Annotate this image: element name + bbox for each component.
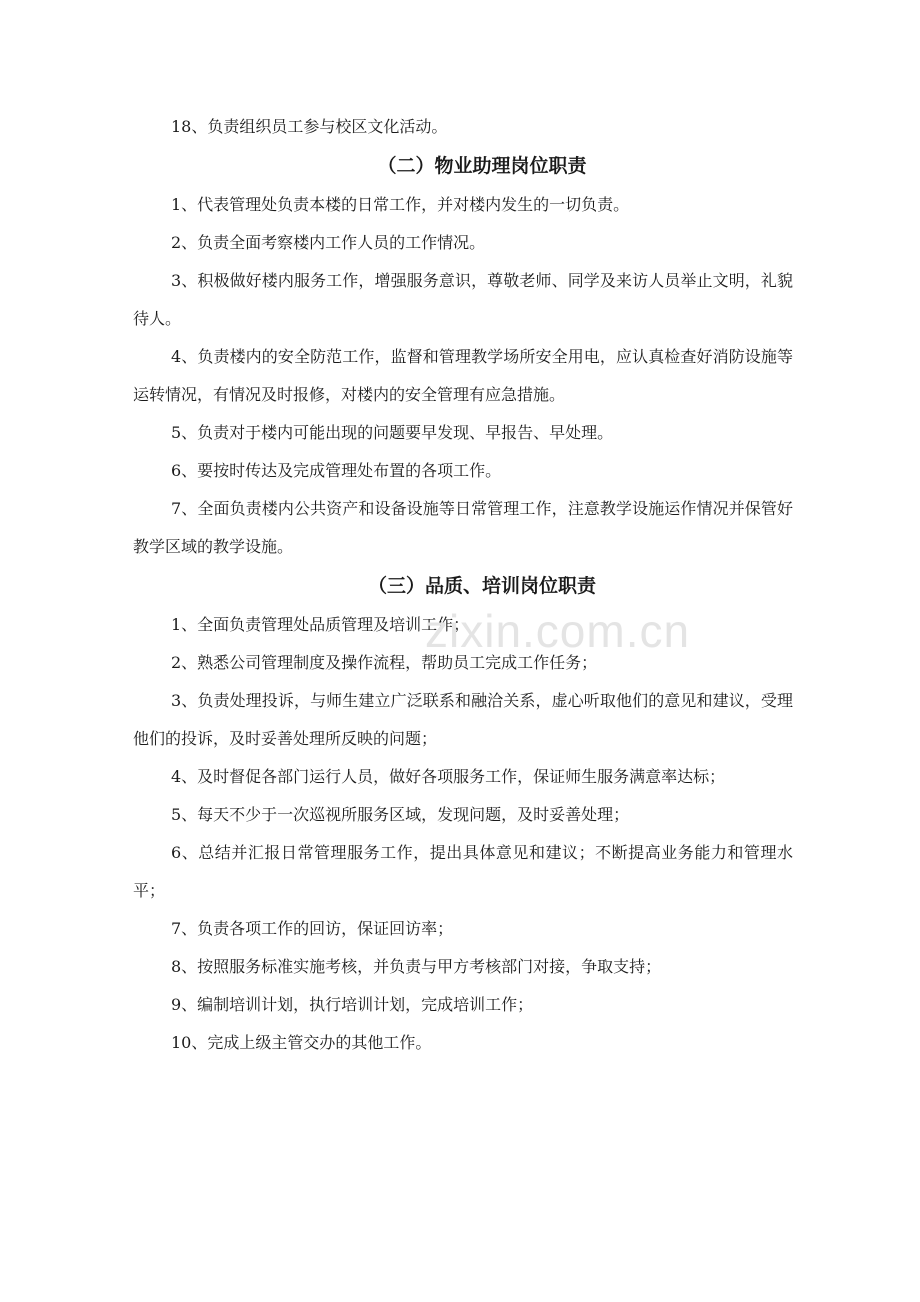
paragraph-3: 3、负责处理投诉，与师生建立广泛联系和融洽关系，虚心听取他们的意见和建议，受理他们的投诉，及时妥善处理所反映的问题；	[133, 691, 793, 748]
paragraph-3: 3、积极做好楼内服务工作，增强服务意识，尊敬老师、同学及来访人员举止文明，礼貌待人。	[133, 271, 793, 328]
paragraph-18: 18、负责组织员工参与校区文化活动。	[171, 117, 448, 136]
paragraph-4: 4、负责楼内的安全防范工作，监督和管理教学场所安全用电，应认真检查好消防设施等运转情况，有情况及时报修，对楼内的安全管理有应急措施。	[133, 347, 793, 404]
paragraph-1: 1、全面负责管理处品质管理及培训工作；	[171, 615, 470, 634]
paragraph-2: 2、负责全面考察楼内工作人员的工作情况。	[171, 233, 486, 252]
paragraph-5: 5、负责对于楼内可能出现的问题要早发现、早报告、早处理。	[171, 423, 614, 442]
paragraph-5: 5、每天不少于一次巡视所服务区域，发现问题，及时妥善处理；	[171, 805, 630, 824]
paragraph-2: 2、熟悉公司管理制度及操作流程，帮助员工完成工作任务；	[171, 653, 598, 672]
paragraph-10: 10、完成上级主管交办的其他工作。	[171, 1033, 432, 1052]
paragraph-1: 1、代表管理处负责本楼的日常工作，并对楼内发生的一切负责。	[171, 195, 630, 214]
paragraph-4: 4、及时督促各部门运行人员，做好各项服务工作，保证师生服务满意率达标；	[171, 767, 726, 786]
paragraph-7: 7、负责各项工作的回访，保证回访率；	[171, 919, 454, 938]
paragraph-6: 6、总结并汇报日常管理服务工作，提出具体意见和建议；不断提高业务能力和管理水平；	[133, 843, 793, 900]
paragraph-9: 9、编制培训计划，执行培训计划，完成培训工作；	[171, 995, 534, 1014]
section-heading-quality-training: （三）品质、培训岗位职责	[367, 575, 596, 597]
paragraph-6: 6、要按时传达及完成管理处布置的各项工作。	[171, 461, 502, 480]
paragraph-8: 8、按照服务标准实施考核，并负责与甲方考核部门对接，争取支持；	[171, 957, 662, 976]
document-body	[133, 108, 793, 1062]
paragraph-7: 7、全面负责楼内公共资产和设备设施等日常管理工作，注意教学设施运作情况并保管好教学区域的教学设施。	[133, 499, 793, 556]
watermark: zixin.com.cn	[425, 605, 691, 657]
section-heading-property-assistant: （二）物业助理岗位职责	[377, 155, 587, 177]
